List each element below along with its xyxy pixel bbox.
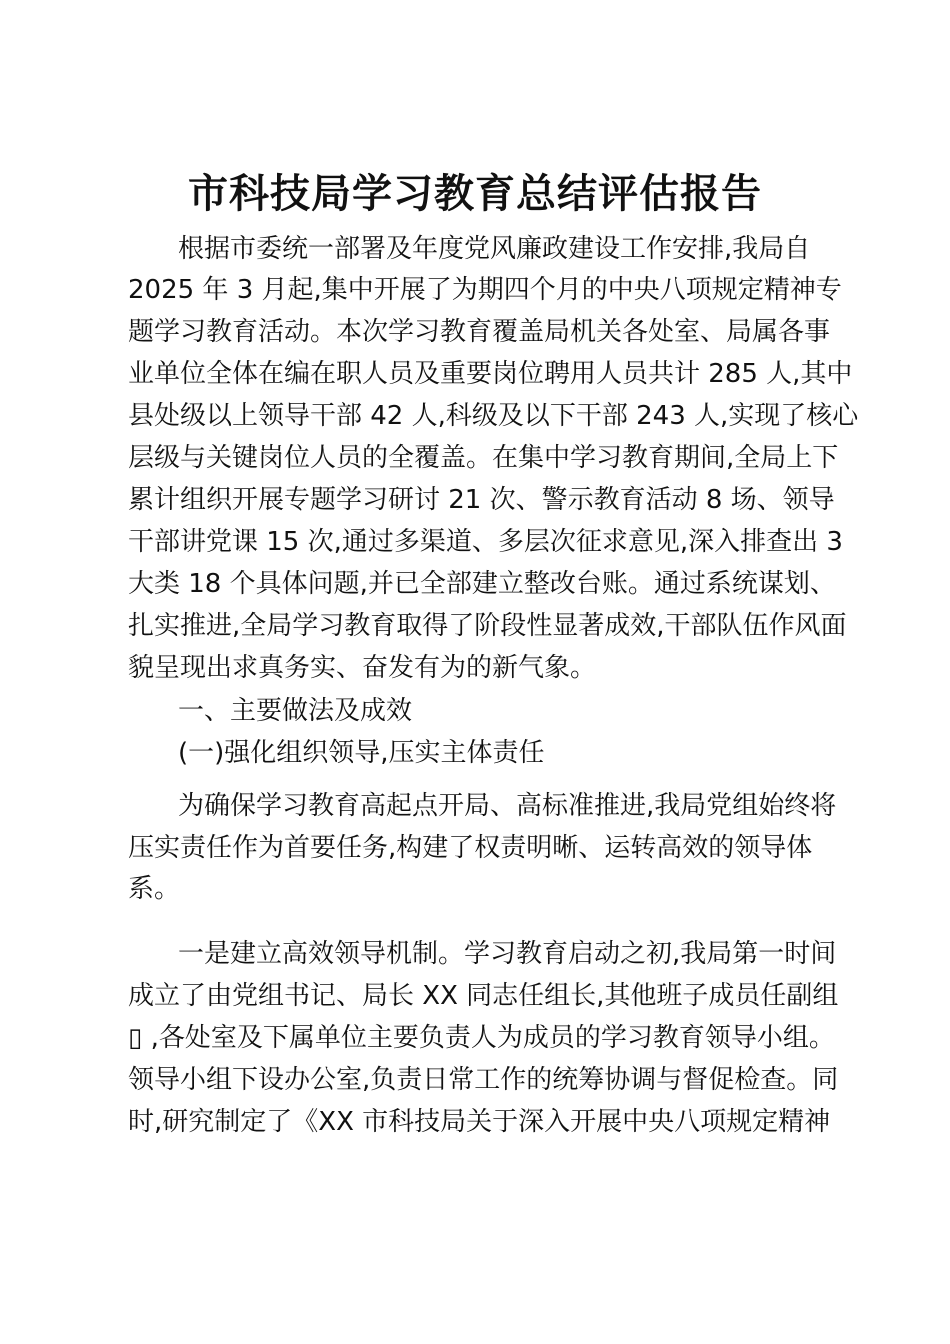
paragraph-line: 为确保学习教育高起点开局、高标准推进,我局党组始终将	[178, 791, 837, 821]
paragraph-line: 2025 年 3 月起,集中开展了为期四个月的中央八项规定精神专	[128, 275, 842, 305]
paragraph-line: 县处级以上领导干部 42 人,科级及以下干部 243 人,实现了核心	[128, 401, 859, 431]
paragraph-line: 系。	[128, 874, 181, 904]
paragraph-line: 貌呈现出求真务实、奋发有为的新气象。	[128, 653, 597, 683]
paragraph-line: ▯ ,各处室及下属单位主要负责人为成员的学习教育领导小组。	[128, 1023, 835, 1053]
paragraph-line: 成立了由党组书记、局长 XX 同志任组长,其他班子成员任副组	[128, 981, 839, 1011]
paragraph-line: 大类 18 个具体问题,并已全部建立整改台账。通过系统谋划、	[128, 569, 836, 599]
section-heading: 一、主要做法及成效	[178, 696, 413, 726]
paragraph-line: 层级与关键岗位人员的全覆盖。在集中学习教育期间,全局上下	[128, 443, 839, 473]
paragraph-line: 压实责任作为首要任务,构建了权责明晰、运转高效的领导体	[128, 833, 813, 863]
paragraph-line: 扎实推进,全局学习教育取得了阶段性显著成效,干部队伍作风面	[128, 611, 847, 641]
paragraph-line: 干部讲党课 15 次,通过多渠道、多层次征求意见,深入排查出 3	[128, 527, 843, 557]
paragraph-line: 一是建立高效领导机制。学习教育启动之初,我局第一时间	[178, 939, 837, 969]
paragraph-line: 累计组织开展专题学习研讨 21 次、警示教育活动 8 场、领导	[128, 485, 835, 515]
paragraph-line: 时,研究制定了《XX 市科技局关于深入开展中央八项规定精神	[128, 1107, 831, 1137]
document-title: 市科技局学习教育总结评估报告	[188, 170, 762, 217]
paragraph-line: 业单位全体在编在职人员及重要岗位聘用人员共计 285 人,其中	[128, 359, 853, 389]
subsection-heading: (一)强化组织领导,压实主体责任	[178, 738, 545, 768]
paragraph-line: 题学习教育活动。本次学习教育覆盖局机关各处室、局属各事	[128, 317, 831, 347]
paragraph-line: 领导小组下设办公室,负责日常工作的统筹协调与督促检查。同	[128, 1065, 839, 1095]
paragraph-line: 根据市委统一部署及年度党风廉政建设工作安排,我局自	[178, 234, 811, 264]
